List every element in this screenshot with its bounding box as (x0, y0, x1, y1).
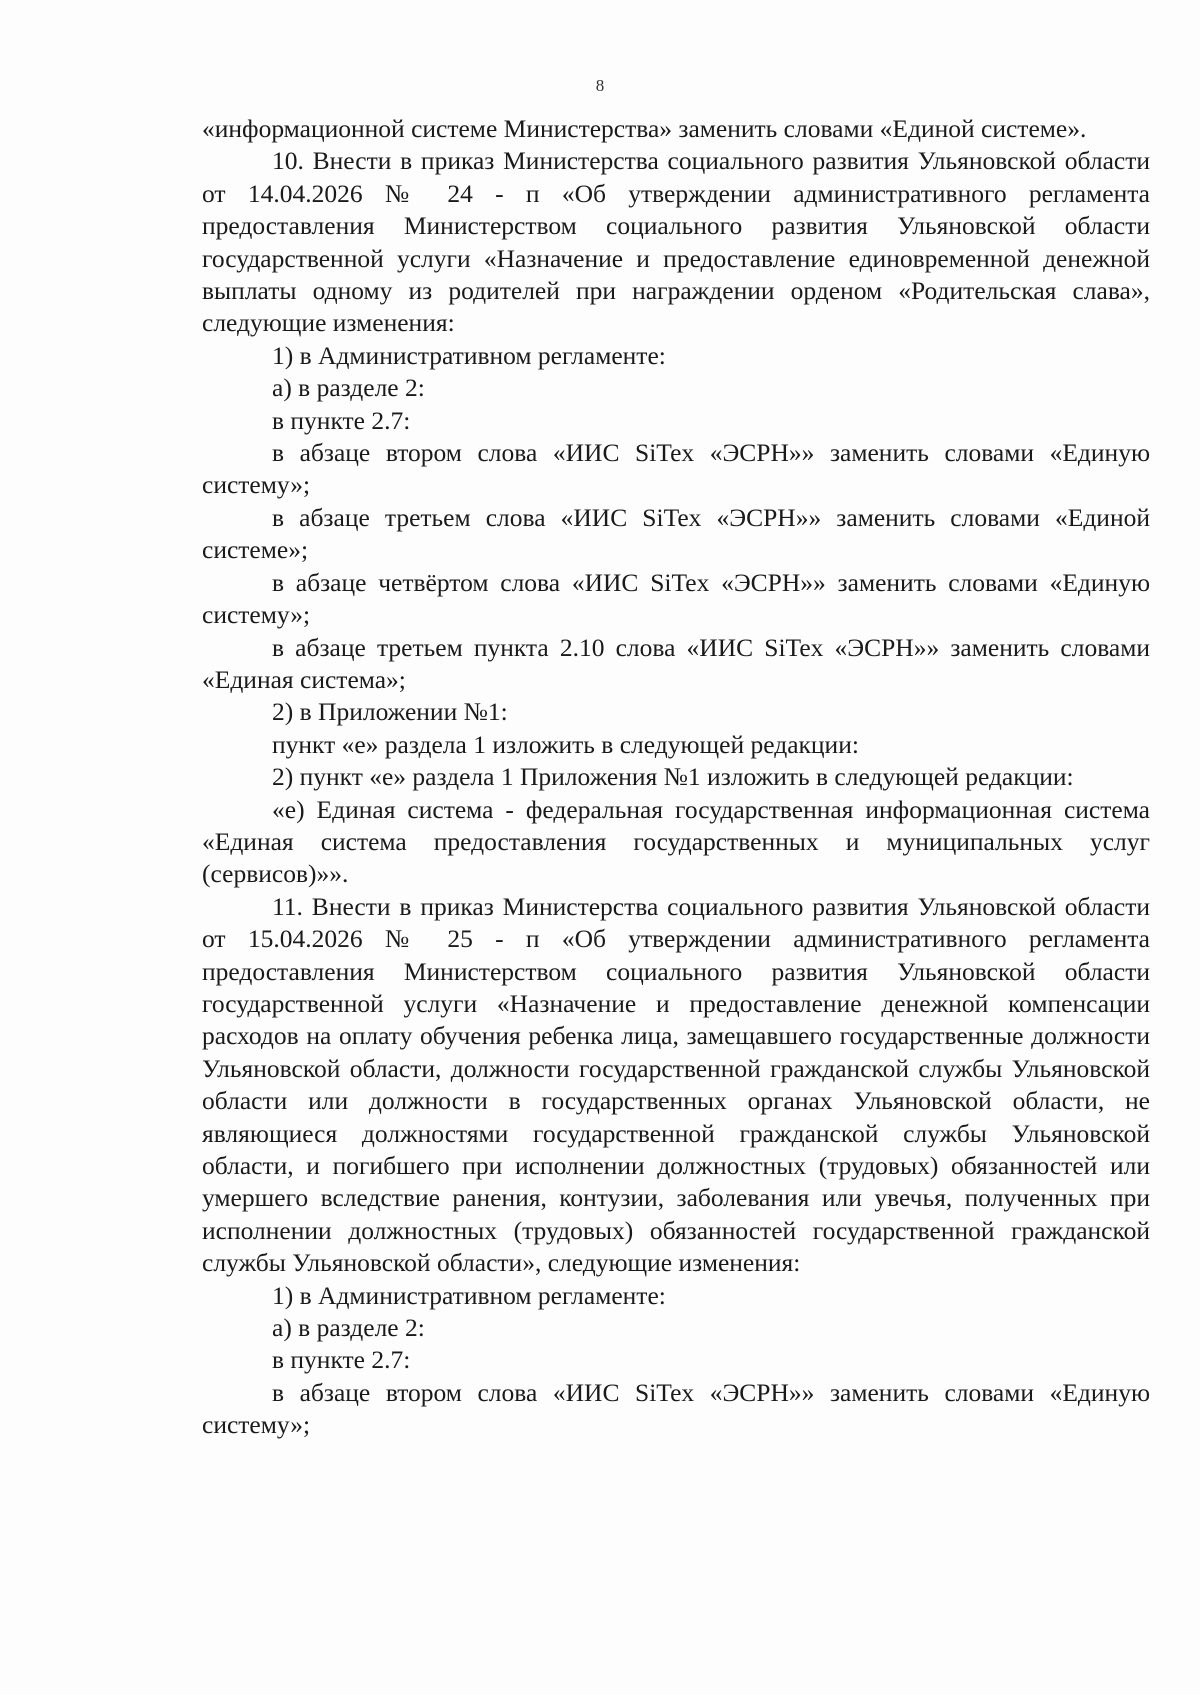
document-paragraph: пункт «е» раздела 1 изложить в следующей редакции: (272, 729, 859, 759)
document-paragraph: в абзаце четвёртом слова «ИИС SiTex «ЭСРН»» заменить словами «Единую систему»; (202, 567, 1150, 630)
document-paragraph: 1) в Административном регламенте: (272, 1280, 666, 1310)
document-body (202, 113, 1150, 1442)
page-number: 8 (595, 76, 605, 95)
document-paragraph: в абзаце третьем пункта 2.10 слова «ИИС SiTex «ЭСРН»» заменить словами «Единая система»; (202, 632, 1150, 694)
document-paragraph: в пункте 2.7: (272, 405, 411, 435)
document-paragraph: 11. Внести в приказ Министерства социального развития Ульяновской области от 15.04.2026 № 25 - п «Об утверждении административного регламента предоставления Министерством социального развития Ульяновской области государственной услуги «Назначение и предоставление денежной компенсации расходов на оплату обучения ребенка лица, замещавшего государственные должности Ульяновской области, должности государственной гражданской службы Ульяновской области или должности в государственных органах Ульяновской области, не являющиеся должностями государственной гражданской службы Ульяновской области, и погибшего при исполнении должностных (трудовых) обязанностей или умершего вследствие ранения, контузии, заболевания или увечья, полученных при исполнении должностных (трудовых) обязанностей государственной гражданской службы Ульяновской области», следующие изменения: (202, 891, 1150, 1278)
document-paragraph: в абзаце третьем слова «ИИС SiTex «ЭСРН»» заменить словами «Единой системе»; (202, 502, 1150, 565)
document-paragraph: 1) в Административном регламенте: (272, 340, 666, 370)
document-paragraph: а) в разделе 2: (272, 373, 425, 403)
document-paragraph: 2) пункт «е» раздела 1 Приложения №1 изложить в следующей редакции: (272, 762, 1074, 792)
document-paragraph: в пункте 2.7: (272, 1345, 411, 1375)
document-paragraph: «информационной системе Министерства» заменить словами «Единой системе». (202, 114, 1087, 143)
document-paragraph: а) в разделе 2: (272, 1313, 425, 1343)
document-paragraph: 2) в Приложении №1: (272, 697, 508, 727)
document-paragraph: в абзаце втором слова «ИИС SiTex «ЭСРН»» заменить словами «Единую систему»; (202, 438, 1150, 500)
document-paragraph: «е) Единая система - федеральная государственная информационная система «Единая система предоставления государственных и муниципальных услуг (сервисов)»». (202, 794, 1150, 889)
document-paragraph: 10. Внести в приказ Министерства социального развития Ульяновской области от 14.04.2026 № 24 - п «Об утверждении административного регламента предоставления Министерством социального развития Ульяновской области государственной услуги «Назначение и предоставление единовременной денежной выплаты одному из родителей при награждении орденом «Родительская слава», следующие изменения: (202, 146, 1150, 338)
document-paragraph: в абзаце втором слова «ИИС SiTex «ЭСРН»» заменить словами «Единую систему»; (202, 1377, 1150, 1440)
